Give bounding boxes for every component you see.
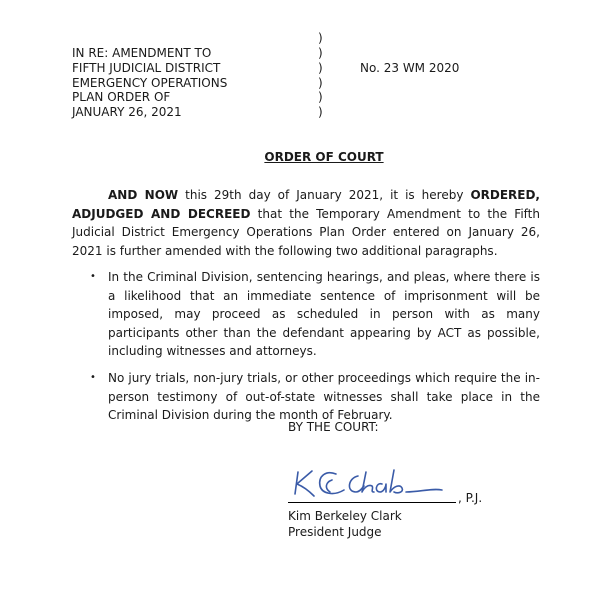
bullet-marker: •: [90, 271, 96, 282]
caption-paren: ): [318, 90, 323, 104]
caption-line-4: PLAN ORDER OF: [72, 90, 171, 104]
bullet-item-1: In the Criminal Division, sentencing hearings, and pleas, where there is a likelihood that an immediate sentence of imprisonment will be imposed, may proceed as scheduled in person with as many participants other than the defendant appearing by ACT as possible, including witnesses and attorneys.: [108, 270, 540, 358]
caption-paren: ): [318, 76, 323, 90]
bullet-item-2: No jury trials, non-jury trials, or other proceedings which require the in-person testimony of out-of-state witnesses shall take place in the Criminal Division during the month of February.: [108, 371, 540, 422]
caption-line-2: FIFTH JUDICIAL DISTRICT: [72, 61, 221, 75]
paragraph-rest: that the Temporary Amendment to the Fifth Judicial District Emergency Operations Plan Order entered on January 26, 2021 is further amended with the following two additional paragraphs.: [72, 206, 540, 259]
by-the-court: BY THE COURT:: [288, 420, 379, 434]
docket-number: No. 23 WM 2020: [360, 61, 460, 75]
caption-paren: ): [318, 31, 323, 45]
caption-paren: ): [318, 61, 323, 75]
judge-title: President Judge: [288, 525, 382, 539]
handwritten-signature: [290, 466, 450, 502]
signature-line: [288, 502, 456, 503]
caption-paren: ): [318, 46, 323, 60]
caption-line-1: IN RE: AMENDMENT TO: [72, 46, 212, 60]
signature-suffix: , P.J.: [458, 491, 483, 505]
caption-line-5: JANUARY 26, 2021: [72, 105, 182, 119]
and-now-text: AND NOW: [108, 188, 179, 202]
caption-paren: ): [318, 105, 323, 119]
ordered-text: ORDERED, ADJUDGED AND DECREED: [72, 188, 540, 221]
bullet-marker: •: [90, 372, 96, 383]
caption-line-3: EMERGENCY OPERATIONS: [72, 76, 228, 90]
judge-name: Kim Berkeley Clark: [288, 509, 402, 523]
order-paragraph: [72, 186, 540, 261]
date-text: this 29th day of January 2021, it is hereby: [178, 188, 471, 202]
order-title: ORDER OF COURT: [264, 150, 384, 164]
